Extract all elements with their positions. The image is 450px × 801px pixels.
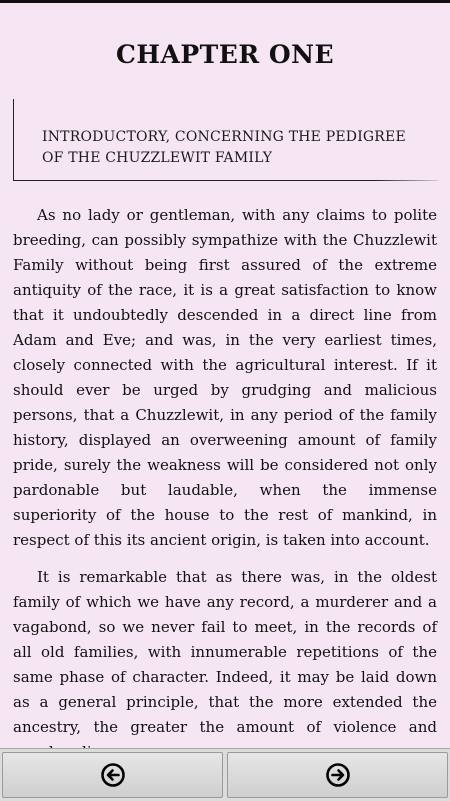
chapter-subtitle-box xyxy=(13,99,438,181)
previous-page-button[interactable] xyxy=(2,752,223,798)
chapter-body xyxy=(0,181,450,765)
chapter-subtitle-line-1: INTRODUCTORY, CONCERNING THE PEDIGREE xyxy=(42,129,406,145)
paragraph-1: As no lady or gentleman, with any claims to polite breeding, can possibly sympathize with the Chuzzlewit Family without being first assured of the extreme antiquity of the race, it is a great satisfaction to know that it undoubtedly descended in a direct line from Adam and Eve; and was, in the very earliest times, closely connected with the agricultural interest. If it should ever be urged by grudging and malicious persons, that a Chuzzlewit, in any period of the family history, displayed an overweening amount of family pride, surely the weakness will be considered not only pardonable but laudable, when the immense superiority of the house to the rest of mankind, in respect of this its ancient origin, is taken into account. xyxy=(13,206,437,549)
reader-page[interactable] xyxy=(0,3,450,748)
page-navigation-bar xyxy=(0,748,450,801)
next-page-button[interactable] xyxy=(227,752,448,798)
paragraph-2: It is remarkable that as there was, in the oldest family of which we have any record, a murderer and a vagabond, so we never fail to meet, in the records of all old families, with innumerable repetitions of the same phase of character. Indeed, it may be laid down as a general principle, that the more extended the ancestry, the greater the amount of violence and xyxy=(13,568,437,736)
arrow-right-circle-icon xyxy=(325,762,351,788)
chapter-subtitle-line-2: OF THE CHUZZLEWIT FAMILY xyxy=(42,150,273,166)
chapter-title: CHAPTER ONE xyxy=(115,40,335,69)
arrow-left-circle-icon xyxy=(100,762,126,788)
